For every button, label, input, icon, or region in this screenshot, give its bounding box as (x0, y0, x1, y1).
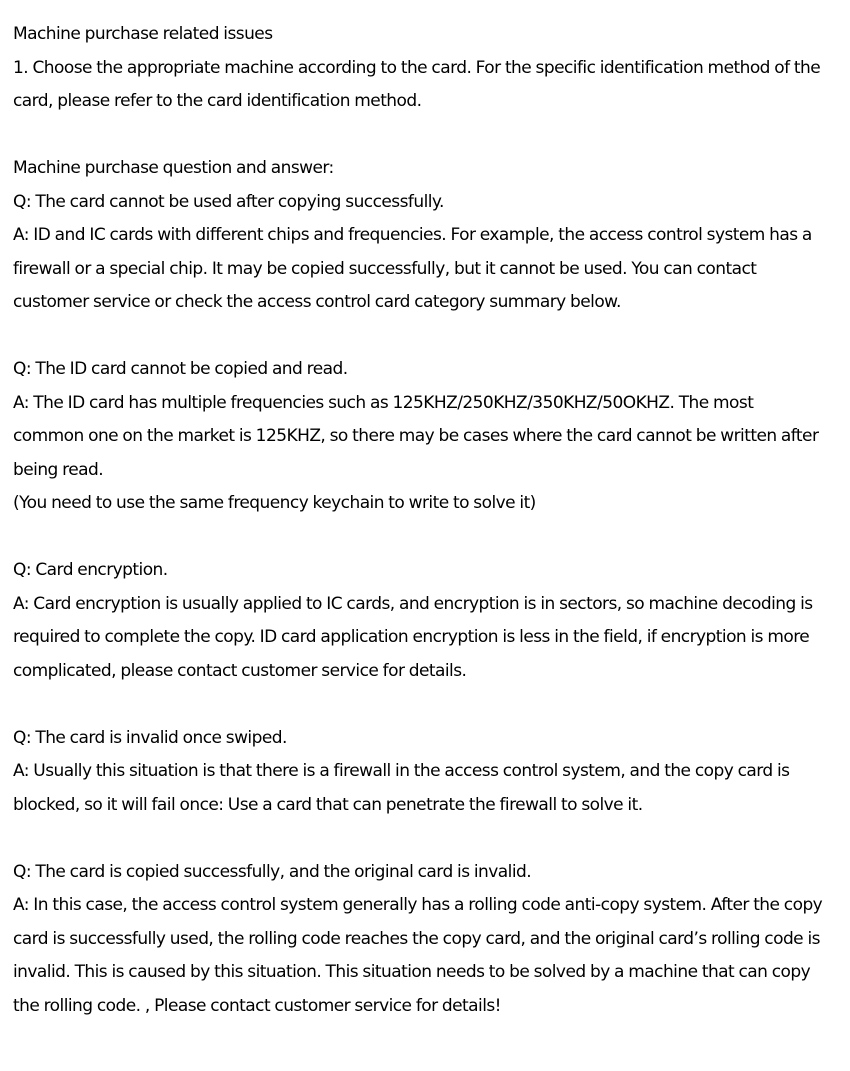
qa-heading: Machine purchase question and answer: (13, 158, 334, 178)
answer-line: the rolling code. , Please contact customer service for details! (13, 995, 501, 1016)
spacer (13, 688, 837, 722)
answer-line: A: Usually this situation is that there is a firewall in the access control system, and the copy card is (13, 761, 790, 781)
intro-line: 1. Choose the appropriate machine according to the card. For the specific identification method of the (13, 57, 821, 78)
question: Q: The ID card cannot be copied and read. (13, 359, 348, 379)
answer-line: A: The ID card has multiple frequencies such as 125KHZ/250KHZ/350KHZ/50OKHZ. The most (13, 392, 754, 413)
answer-line: (You need to use the same frequency keychain to write to solve it) (13, 493, 536, 513)
question: Q: The card cannot be used after copying successfully. (13, 191, 444, 212)
answer-line: A: ID and IC cards with different chips and frequencies. For example, the access control system has a (13, 225, 812, 245)
answer-line: firewall or a special chip. It may be copied successfully, but it cannot be used. You can contact (13, 258, 757, 279)
answer-line: required to complete the copy. ID card application encryption is less in the field, if encryption is more (13, 627, 810, 647)
answer-line: complicated, please contact customer service for details. (13, 660, 467, 681)
spacer (13, 521, 837, 555)
question: Q: The card is copied successfully, and the original card is invalid. (13, 861, 532, 882)
answer-line: A: In this case, the access control system generally has a rolling code anti-copy system. After the copy (13, 895, 823, 915)
answer-line: card is successfully used, the rolling code reaches the copy card, and the original card’s rolling code is (13, 928, 820, 949)
intro-line: card, please refer to the card identification method. (13, 91, 422, 111)
spacer (13, 822, 837, 856)
answer-line: invalid. This is caused by this situation. This situation needs to be solved by a machine that can copy (13, 962, 811, 982)
question: Q: Card encryption. (13, 560, 168, 580)
answer-line: blocked, so it will fail once: Use a card that can penetrate the firewall to solve it. (13, 794, 643, 815)
document-title: Machine purchase related issues (13, 24, 273, 44)
question: Q: The card is invalid once swiped. (13, 727, 287, 748)
answer-line: common one on the market is 125KHZ, so there may be cases where the card cannot be written after (13, 426, 819, 446)
spacer (13, 320, 837, 354)
spacer (13, 119, 837, 153)
answer-line: customer service or check the access control card category summary below. (13, 292, 621, 312)
answer-line: being read. (13, 459, 104, 480)
answer-line: A: Card encryption is usually applied to IC cards, and encryption is in sectors, so machine decoding is (13, 593, 813, 614)
